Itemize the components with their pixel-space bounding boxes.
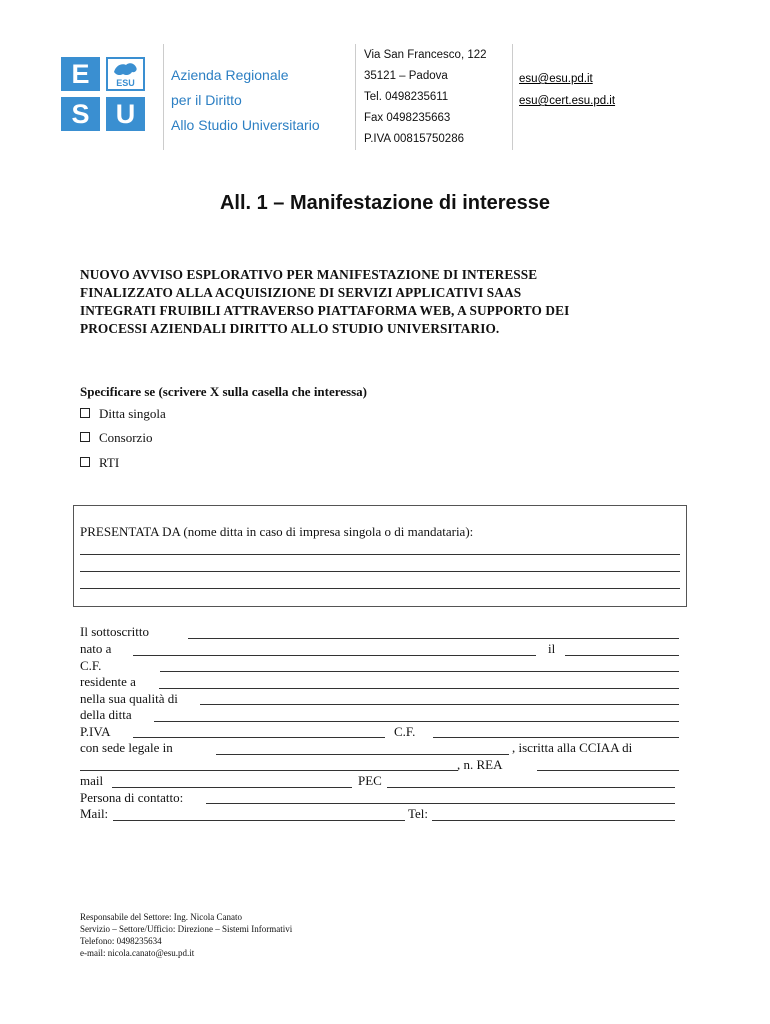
field-sottoscritto[interactable] bbox=[188, 638, 679, 639]
esu-logo bbox=[61, 57, 145, 131]
subject-line: PROCESSI AZIENDALI DIRITTO ALLO STUDIO UNIVERSITARIO. bbox=[80, 321, 500, 336]
field-mail-contatto[interactable] bbox=[113, 820, 405, 821]
field-mail[interactable] bbox=[112, 787, 352, 788]
label-cf-ditta: C.F. bbox=[394, 724, 416, 739]
address-line: Fax 0498235663 bbox=[364, 112, 451, 124]
org-line: Allo Studio Universitario bbox=[171, 117, 320, 133]
field-piva[interactable] bbox=[133, 737, 385, 738]
choice-rti[interactable] bbox=[80, 455, 119, 471]
footer-line: Responsabile del Settore: Ing. Nicola Canato bbox=[80, 912, 242, 922]
label-sede-legale: con sede legale in bbox=[80, 740, 173, 755]
field-qualita[interactable] bbox=[200, 704, 679, 705]
label-il: il bbox=[548, 641, 556, 656]
presentata-box bbox=[73, 505, 687, 607]
choice-ditta-singola[interactable] bbox=[80, 406, 166, 422]
lion-icon bbox=[108, 59, 143, 89]
footer-line: e-mail: nicola.canato@esu.pd.it bbox=[80, 948, 195, 958]
org-line: Azienda Regionale bbox=[171, 67, 289, 83]
subject-line: NUOVO AVVISO ESPLORATIVO PER MANIFESTAZIONE DI INTERESSE bbox=[80, 267, 538, 282]
logo-lion-mark bbox=[106, 57, 145, 91]
address-line: P.IVA 00815750286 bbox=[364, 133, 464, 145]
logo-mark-text: ESU bbox=[116, 78, 135, 88]
header-divider bbox=[163, 44, 164, 150]
org-line: per il Diritto bbox=[171, 92, 242, 108]
subject-line: FINALIZZATO ALLA ACQUISIZIONE DI SERVIZI APPLICATIVI SAAS bbox=[80, 285, 522, 300]
logo-letter-u: U bbox=[106, 97, 145, 131]
logo-letter-e: E bbox=[61, 57, 100, 91]
field-nato-a[interactable] bbox=[133, 655, 536, 656]
label-pec: PEC bbox=[358, 773, 382, 788]
label-rea: , n. REA bbox=[457, 757, 503, 772]
label-nato-a: nato a bbox=[80, 641, 112, 656]
label-qualita: nella sua qualità di bbox=[80, 691, 178, 706]
document-title: All. 1 – Manifestazione di interesse bbox=[219, 192, 551, 214]
field-tel[interactable] bbox=[432, 820, 675, 821]
footer-line: Servizio – Settore/Ufficio: Direzione – Sistemi Informativi bbox=[80, 924, 293, 934]
subject-line: INTEGRATI FRUIBILI ATTRAVERSO PIATTAFORMA WEB, A SUPPORTO DEI bbox=[80, 303, 570, 318]
label-persona-contatto: Persona di contatto: bbox=[80, 790, 184, 805]
label-mail-contatto: Mail: bbox=[80, 806, 109, 821]
checkbox[interactable] bbox=[80, 457, 90, 467]
field-sede-legale[interactable] bbox=[216, 754, 509, 755]
label-ditta: della ditta bbox=[80, 707, 132, 722]
label-cf: C.F. bbox=[80, 658, 102, 673]
footer-contacts bbox=[80, 911, 292, 959]
logo-letter-s: S bbox=[61, 97, 100, 131]
field-cf-ditta[interactable] bbox=[433, 737, 679, 738]
label-mail: mail bbox=[80, 773, 104, 788]
address-line: Via San Francesco, 122 bbox=[364, 49, 487, 61]
header-divider bbox=[512, 44, 513, 150]
label-residente-a: residente a bbox=[80, 674, 136, 689]
subject-heading bbox=[80, 266, 690, 338]
header-divider bbox=[355, 44, 356, 150]
field-persona-contatto[interactable] bbox=[206, 803, 675, 804]
checkbox[interactable] bbox=[80, 408, 90, 418]
organization-name bbox=[171, 63, 320, 138]
choice-consorzio[interactable] bbox=[80, 430, 152, 446]
field-pec[interactable] bbox=[387, 787, 675, 788]
label-iscritta-cciaa: , iscritta alla CCIAA di bbox=[512, 740, 633, 755]
choice-instruction: Specificare se (scrivere X sulla casella che interessa) bbox=[80, 384, 368, 399]
field-ditta[interactable] bbox=[154, 721, 679, 722]
checkbox[interactable] bbox=[80, 432, 90, 442]
field-rea[interactable] bbox=[537, 770, 679, 771]
field-cf[interactable] bbox=[160, 671, 679, 672]
address-block bbox=[364, 45, 487, 150]
email-link[interactable]: esu@esu.pd.it bbox=[519, 73, 593, 85]
field-data-nascita[interactable] bbox=[565, 655, 679, 656]
blank-line[interactable] bbox=[80, 588, 680, 589]
email-block bbox=[519, 68, 615, 112]
blank-line[interactable] bbox=[80, 554, 680, 555]
footer-line: Telefono: 0498235634 bbox=[80, 936, 162, 946]
address-line: 35121 – Padova bbox=[364, 70, 448, 82]
choice-label: RTI bbox=[99, 455, 120, 470]
field-residente-a[interactable] bbox=[159, 688, 679, 689]
address-line: Tel. 0498235611 bbox=[364, 91, 449, 103]
label-tel: Tel: bbox=[408, 806, 429, 821]
choice-label: Ditta singola bbox=[99, 406, 166, 421]
blank-line[interactable] bbox=[80, 571, 680, 572]
label-piva: P.IVA bbox=[80, 724, 111, 739]
choice-label: Consorzio bbox=[99, 430, 153, 445]
field-cciaa[interactable] bbox=[80, 770, 458, 771]
presentata-label: PRESENTATA DA (nome ditta in caso di impresa singola o di mandataria): bbox=[80, 524, 474, 539]
email-link[interactable]: esu@cert.esu.pd.it bbox=[519, 95, 616, 107]
label-sottoscritto: Il sottoscritto bbox=[80, 624, 149, 639]
